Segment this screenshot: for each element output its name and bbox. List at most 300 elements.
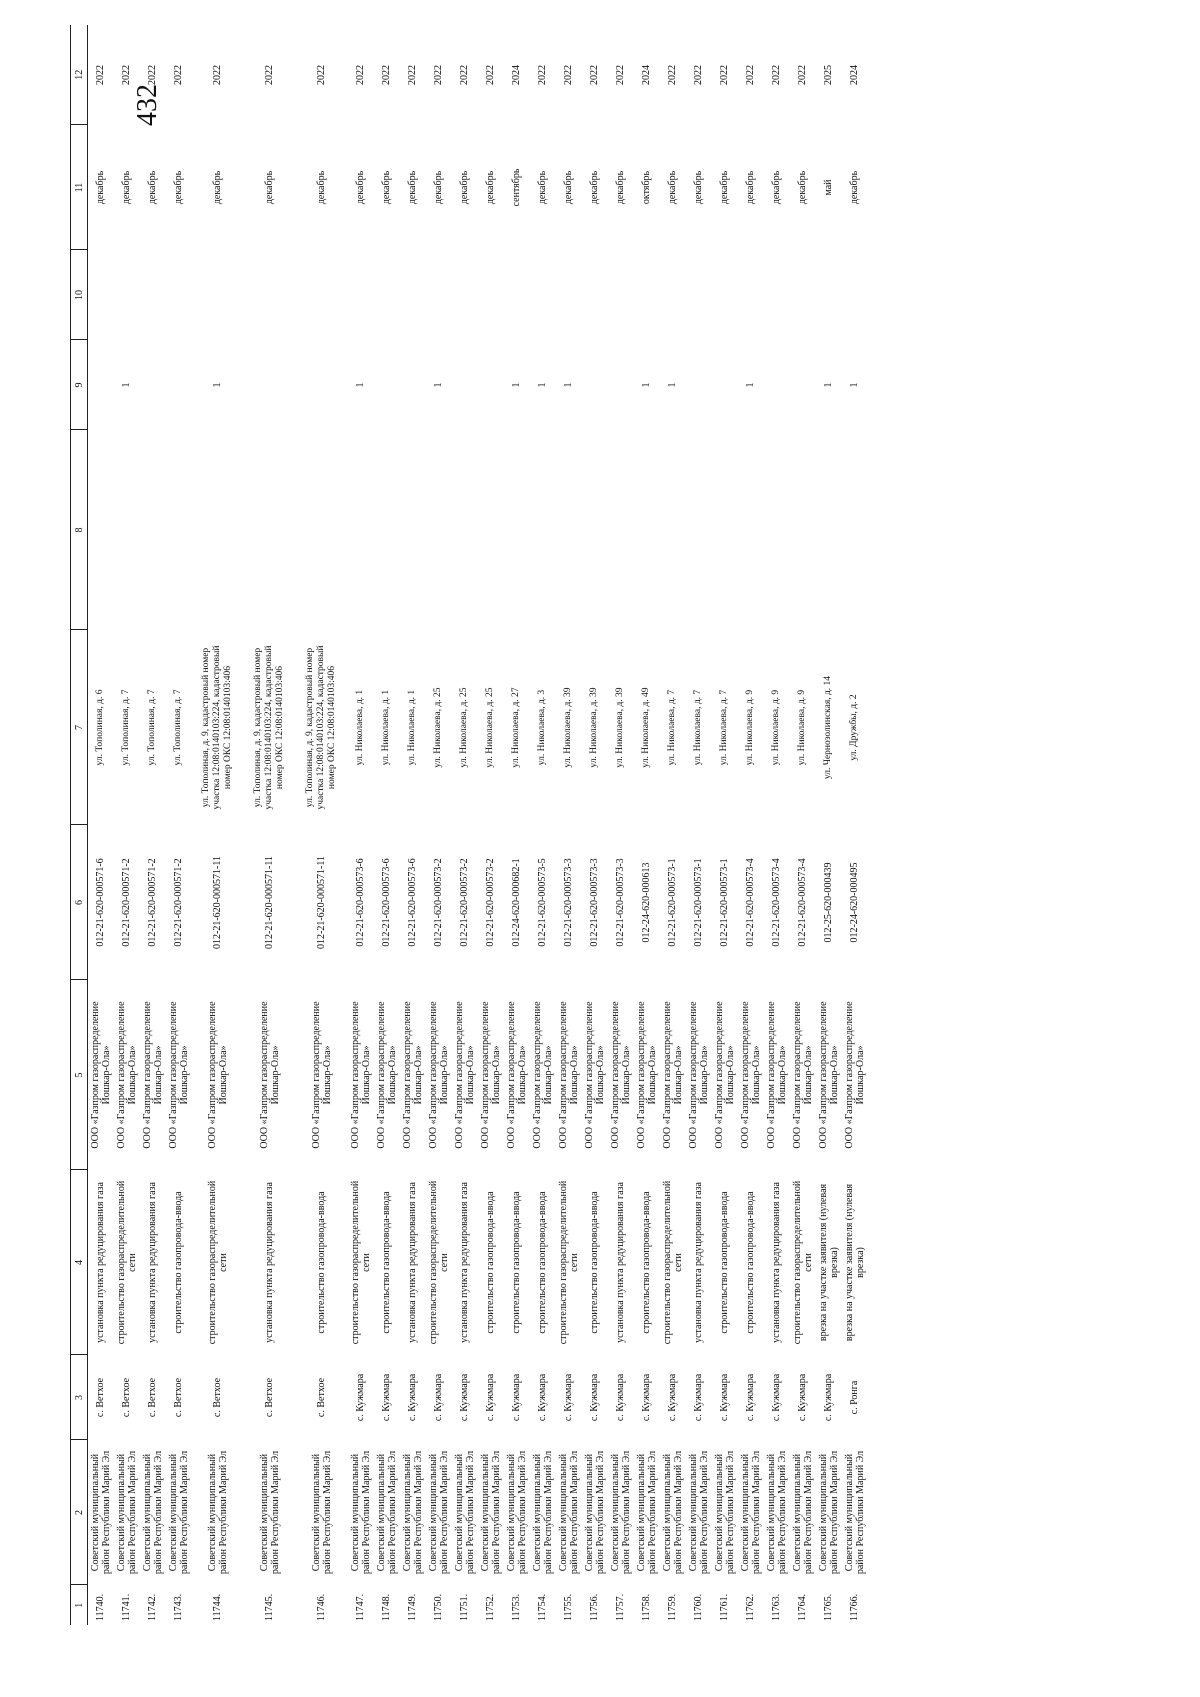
col8-cell — [504, 430, 530, 630]
month-cell: май — [823, 179, 834, 196]
month-cell: декабрь — [719, 170, 730, 205]
application-code-cell: 012-21-620-000573-6 — [407, 858, 418, 947]
year-cell: 2022 — [589, 65, 600, 85]
header-row — [71, 25, 88, 1625]
col9-cell — [88, 340, 114, 430]
work-type-cell: установка пункта редуцирования газа — [407, 1182, 418, 1343]
work-type-cell: строительство газораспределительной сети — [661, 1180, 684, 1345]
organization-cell: ООО «Газпром газораспределение Йошкар-Ола» — [167, 1001, 190, 1149]
address-cell: ул. Тополиная, д. 7 — [147, 689, 157, 766]
organization-cell: ООО «Газпром газораспределение Йошкар-Ола» — [401, 1001, 424, 1149]
application-code-cell: 012-21-620-000573-3 — [615, 858, 626, 947]
month-cell: декабрь — [693, 170, 704, 205]
month-cell: декабрь — [797, 170, 808, 205]
address-cell: ул. Николаева, д. 39 — [615, 687, 625, 768]
rotated-table-container — [70, 25, 1200, 1625]
col8-cell — [842, 430, 868, 630]
settlement-cell: с. Кужмара — [433, 1373, 444, 1422]
municipality-cell: Советский муниципальный район Республики Марий Эл — [609, 1450, 632, 1575]
col9-cell — [478, 340, 504, 430]
table-row — [244, 25, 296, 1625]
work-type-cell: строительство газораспределительной сети — [115, 1180, 138, 1345]
table-row — [582, 25, 608, 1625]
year-cell: 2024 — [511, 65, 522, 85]
table-row — [504, 25, 530, 1625]
table-row — [686, 25, 712, 1625]
column-header: 8 — [71, 430, 88, 630]
month-cell: октябрь — [641, 170, 652, 205]
organization-cell: ООО «Газпром газораспределение Йошкар-Ола» — [531, 1001, 554, 1149]
settlement-cell: с. Ветхое — [264, 1377, 275, 1418]
column-header: 6 — [71, 825, 88, 980]
application-code-cell: 012-25-620-000439 — [823, 862, 834, 943]
table-row — [530, 25, 556, 1625]
row-number: 11748. — [381, 1593, 392, 1621]
col9-cell — [686, 340, 712, 430]
organization-cell: ООО «Газпром газораспределение Йошкар-Ола» — [635, 1001, 658, 1149]
application-code-cell: 012-21-620-000573-2 — [485, 858, 496, 947]
application-code-cell: 012-21-620-000573-3 — [589, 858, 600, 947]
year-cell: 2022 — [433, 65, 444, 85]
year-cell: 2022 — [615, 65, 626, 85]
col8-cell — [348, 430, 374, 630]
col10-cell — [556, 250, 582, 340]
address-cell: ул. Чернозолинская, д. 14 — [823, 675, 833, 780]
month-cell: декабрь — [537, 170, 548, 205]
work-type-cell: строительство газораспределительной сети — [557, 1180, 580, 1345]
col8-cell — [738, 430, 764, 630]
month-cell: декабрь — [433, 170, 444, 205]
year-cell: 2024 — [849, 65, 860, 85]
settlement-cell: с. Кужмара — [511, 1373, 522, 1422]
table-row — [296, 25, 348, 1625]
application-code-cell: 012-24-620-000613 — [641, 862, 652, 943]
work-type-cell: строительство газопровода-ввода — [316, 1191, 327, 1334]
work-type-cell: строительство газопровода-ввода — [537, 1191, 548, 1334]
col8-cell — [686, 430, 712, 630]
address-cell: ул. Тополиная, д. 7 — [121, 689, 131, 766]
table-row — [426, 25, 452, 1625]
organization-cell: ООО «Газпром газораспределение Йошкар-Ола» — [843, 1001, 866, 1149]
col8-cell — [634, 430, 660, 630]
year-cell: 2022 — [693, 65, 704, 85]
column-header: 1 — [71, 1585, 88, 1625]
municipality-cell: Советский муниципальный район Республики Марий Эл — [401, 1450, 424, 1575]
month-cell: декабрь — [95, 170, 107, 205]
year-cell: 2022 — [719, 65, 730, 85]
column-header: 7 — [71, 630, 88, 825]
organization-cell: ООО «Газпром газораспределение Йошкар-Ола» — [479, 1001, 502, 1149]
row-number: 11745. — [264, 1593, 275, 1621]
col10-cell — [816, 250, 842, 340]
year-cell: 2024 — [641, 65, 652, 85]
organization-cell: ООО «Газпром газораспределение Йошкар-Ола» — [375, 1001, 398, 1149]
municipality-cell: Советский муниципальный район Республики Марий Эл — [583, 1450, 606, 1575]
work-type-cell: установка пункта редуцирования газа — [264, 1182, 275, 1343]
col10-cell — [166, 250, 192, 340]
municipality-cell: Советский муниципальный район Республики Марий Эл — [479, 1450, 502, 1575]
address-cell: ул. Николаева, д. 1 — [407, 689, 417, 766]
application-code-cell: 012-21-620-000573-3 — [563, 858, 574, 947]
col9-cell: 1 — [563, 382, 574, 388]
address-cell: ул. Николаева, д. 39 — [563, 687, 573, 768]
organization-cell: ООО «Газпром газораспределение Йошкар-Ола» — [609, 1001, 632, 1149]
col10-cell — [296, 250, 348, 340]
col10-cell — [374, 250, 400, 340]
organization-cell: ООО «Газпром газораспределение Йошкар-Ола» — [258, 1001, 281, 1149]
table-row — [114, 25, 140, 1625]
row-number: 11750. — [433, 1593, 444, 1621]
col9-cell: 1 — [433, 382, 444, 388]
col10-cell — [478, 250, 504, 340]
work-type-cell: установка пункта редуцирования газа — [615, 1182, 626, 1343]
municipality-cell: Советский муниципальный район Республики Марий Эл — [843, 1450, 866, 1575]
settlement-cell: с. Ронга — [849, 1380, 860, 1415]
col8-cell — [426, 430, 452, 630]
settlement-cell: с. Ветхое — [173, 1377, 184, 1418]
col9-cell — [140, 340, 166, 430]
col9-cell — [608, 340, 634, 430]
col8-cell — [296, 430, 348, 630]
col10-cell — [790, 250, 816, 340]
address-cell: ул. Тополиная, д. 6 — [95, 689, 106, 766]
col9-cell: 1 — [641, 382, 652, 388]
address-cell: ул. Николаева, д. 25 — [459, 687, 469, 768]
col9-cell: 1 — [849, 382, 860, 388]
month-cell: декабрь — [407, 170, 418, 205]
row-number: 11756. — [589, 1593, 600, 1621]
address-cell: ул. Тополиная, д. 9, кадастровый номер участка 12:08:0140103:224, кадастровый номер ОКС 12:08:0140103:406 — [253, 645, 285, 810]
year-cell: 2022 — [563, 65, 574, 85]
settlement-cell: с. Кужмара — [459, 1373, 470, 1422]
application-code-cell: 012-21-620-000573-4 — [745, 858, 756, 947]
settlement-cell: с. Кужмара — [355, 1373, 366, 1422]
col10-cell — [348, 250, 374, 340]
table-row — [764, 25, 790, 1625]
col10-cell — [426, 250, 452, 340]
application-code-cell: 012-21-620-000571-11 — [264, 856, 275, 949]
table-row — [140, 25, 166, 1625]
row-number: 11759. — [667, 1593, 678, 1621]
table-row — [348, 25, 374, 1625]
work-type-cell: строительство газопровода-ввода — [381, 1191, 392, 1334]
month-cell: декабрь — [121, 170, 132, 205]
work-type-cell: установка пункта редуцирования газа — [771, 1182, 782, 1343]
table-body — [88, 25, 868, 1625]
row-number: 11765. — [823, 1593, 834, 1621]
municipality-cell: Советский муниципальный район Республики Марий Эл — [167, 1450, 190, 1575]
settlement-cell: с. Кужмара — [745, 1373, 756, 1422]
col8-cell — [166, 430, 192, 630]
month-cell: декабрь — [563, 170, 574, 205]
col9-cell: 1 — [745, 382, 756, 388]
table-row — [634, 25, 660, 1625]
col10-cell — [530, 250, 556, 340]
month-cell: декабрь — [212, 170, 223, 205]
col9-cell: 1 — [667, 382, 678, 388]
address-cell: ул. Тополиная, д. 9, кадастровый номер участка 12:08:0140103:224, кадастровый номер ОКС 12:08:0140103:406 — [201, 645, 233, 810]
year-cell: 2022 — [173, 65, 184, 85]
year-cell: 2022 — [407, 65, 418, 85]
col9-cell — [712, 340, 738, 430]
row-number: 11749. — [407, 1593, 418, 1621]
application-code-cell: 012-24-620-000682-1 — [511, 858, 522, 947]
month-cell: декабрь — [459, 170, 470, 205]
row-number: 11757. — [615, 1593, 626, 1621]
year-cell: 2022 — [121, 65, 132, 85]
address-cell: ул. Николаева, д. 9 — [797, 689, 807, 766]
row-number: 11753. — [511, 1593, 522, 1621]
col9-cell — [166, 340, 192, 430]
row-number: 11762. — [745, 1593, 756, 1621]
settlement-cell: с. Кужмара — [667, 1373, 678, 1422]
col10-cell — [712, 250, 738, 340]
row-number: 11752. — [485, 1593, 496, 1621]
address-cell: ул. Николаева, д. 3 — [537, 689, 547, 766]
municipality-cell: Советский муниципальный район Республики Марий Эл — [505, 1450, 528, 1575]
settlement-cell: с. Кужмара — [407, 1373, 418, 1422]
address-cell: ул. Николаева, д. 1 — [355, 689, 365, 766]
table-row — [478, 25, 504, 1625]
application-code-cell: 012-21-620-000573-2 — [433, 858, 444, 947]
col9-cell — [582, 340, 608, 430]
row-number: 11744. — [212, 1593, 223, 1621]
month-cell: декабрь — [615, 170, 626, 205]
col8-cell — [582, 430, 608, 630]
col8-cell — [660, 430, 686, 630]
work-type-cell: строительство газопровода-ввода — [641, 1191, 652, 1334]
work-type-cell: строительство газопровода-ввода — [719, 1191, 730, 1334]
work-type-cell: строительство газопровода-ввода — [511, 1191, 522, 1334]
work-type-cell: установка пункта редуцирования газа — [693, 1182, 704, 1343]
row-number: 11747. — [355, 1593, 366, 1621]
year-cell: 2022 — [316, 65, 327, 85]
row-number: 11758. — [641, 1593, 652, 1621]
settlement-cell: с. Кужмара — [589, 1373, 600, 1422]
address-cell: ул. Николаева, д. 39 — [589, 687, 599, 768]
application-code-cell: 012-24-620-000495 — [849, 862, 860, 943]
organization-cell: ООО «Газпром газораспределение Йошкар-Ола» — [206, 1001, 229, 1149]
municipality-cell: Советский муниципальный район Республики Марий Эл — [141, 1450, 164, 1575]
year-cell: 2022 — [485, 65, 496, 85]
column-header: 2 — [71, 1440, 88, 1585]
application-code-cell: 012-21-620-000573-1 — [693, 858, 704, 947]
col9-cell: 1 — [212, 382, 223, 388]
table-row — [400, 25, 426, 1625]
month-cell: декабрь — [589, 170, 600, 205]
col8-cell — [530, 430, 556, 630]
col10-cell — [140, 250, 166, 340]
column-header: 3 — [71, 1355, 88, 1440]
table-row — [816, 25, 842, 1625]
address-cell: ул. Николаева, д. 9 — [771, 689, 781, 766]
col10-cell — [738, 250, 764, 340]
table-row — [374, 25, 400, 1625]
year-cell: 2022 — [771, 65, 782, 85]
settlement-cell: с. Ветхое — [212, 1377, 223, 1418]
col10-cell — [192, 250, 244, 340]
address-cell: ул. Дружбы, д. 2 — [849, 694, 859, 761]
municipality-cell: Советский муниципальный район Республики Марий Эл — [375, 1450, 398, 1575]
column-header: 10 — [71, 250, 88, 340]
col8-cell — [374, 430, 400, 630]
col9-cell — [790, 340, 816, 430]
col10-cell — [244, 250, 296, 340]
row-number: 11741. — [121, 1593, 132, 1621]
municipality-cell: Советский муниципальный район Республики Марий Эл — [817, 1450, 840, 1575]
col10-cell — [686, 250, 712, 340]
municipality-cell: Советский муниципальный район Республики Марий Эл — [427, 1450, 450, 1575]
row-number: 11740. — [95, 1593, 107, 1621]
table-row — [842, 25, 868, 1625]
col9-cell: 1 — [511, 382, 522, 388]
year-cell: 2022 — [745, 65, 756, 85]
month-cell: декабрь — [264, 170, 275, 205]
col9-cell — [374, 340, 400, 430]
settlement-cell: с. Кужмара — [485, 1373, 496, 1422]
col9-cell — [452, 340, 478, 430]
row-number: 11743. — [173, 1593, 184, 1621]
work-type-cell: строительство газораспределительной сети — [427, 1180, 450, 1345]
application-code-cell: 012-21-620-000573-4 — [771, 858, 782, 947]
col9-cell: 1 — [823, 382, 834, 388]
month-cell: декабрь — [355, 170, 366, 205]
municipality-cell: Советский муниципальный район Республики Марий Эл — [635, 1450, 658, 1575]
settlement-cell: с. Кужмара — [693, 1373, 704, 1422]
col9-cell — [764, 340, 790, 430]
year-cell: 2022 — [381, 65, 392, 85]
address-cell: ул. Николаева, д. 7 — [719, 689, 729, 766]
col10-cell — [504, 250, 530, 340]
organization-cell: ООО «Газпром газораспределение Йошкар-Ола» — [713, 1001, 736, 1149]
col9-cell — [244, 340, 296, 430]
application-code-cell: 012-21-620-000571-2 — [121, 858, 132, 947]
page-number-text: 432 — [132, 84, 163, 126]
col10-cell — [842, 250, 868, 340]
month-cell: декабрь — [173, 170, 184, 205]
address-cell: ул. Николаева, д. 9 — [745, 689, 755, 766]
col8-cell — [88, 430, 114, 630]
month-cell: сентябрь — [511, 168, 522, 207]
col8-cell — [478, 430, 504, 630]
work-type-cell: строительство газораспределительной сети — [349, 1180, 372, 1345]
row-number: 11755. — [563, 1593, 574, 1621]
col10-cell — [114, 250, 140, 340]
year-cell: 2022 — [95, 65, 107, 85]
municipality-cell: Советский муниципальный район Республики Марий Эл — [739, 1450, 762, 1575]
year-cell: 2022 — [264, 65, 275, 85]
month-cell: декабрь — [745, 170, 756, 205]
address-cell: ул. Николаева, д. 7 — [667, 689, 677, 766]
settlement-cell: с. Кужмара — [537, 1373, 548, 1422]
organization-cell: ООО «Газпром газораспределение Йошкар-Ола» — [505, 1001, 528, 1149]
settlement-cell: с. Ветхое — [121, 1377, 132, 1418]
organization-cell: ООО «Газпром газораспределение Йошкар-Ола» — [557, 1001, 580, 1149]
col8-cell — [452, 430, 478, 630]
address-cell: ул. Тополиная, д. 9, кадастровый номер участка 12:08:0140103:224, кадастровый номер ОКС 12:08:0140103:406 — [305, 645, 337, 810]
month-cell: декабрь — [485, 170, 496, 205]
year-cell: 2022 — [667, 65, 678, 85]
settlement-cell: с. Кужмара — [797, 1373, 808, 1422]
settlement-cell: с. Кужмара — [641, 1373, 652, 1422]
municipality-cell: Советский муниципальный район Республики Марий Эл — [310, 1450, 333, 1575]
year-cell: 2022 — [212, 65, 223, 85]
application-code-cell: 012-21-620-000573-6 — [355, 858, 366, 947]
work-type-cell: строительство газопровода-ввода — [485, 1191, 496, 1334]
col9-cell: 1 — [121, 382, 132, 388]
municipality-cell: Советский муниципальный район Республики Марий Эл — [713, 1450, 736, 1575]
row-number: 11764. — [797, 1593, 808, 1621]
work-type-cell: установка пункта редуцирования газа — [95, 1182, 107, 1343]
organization-cell: ООО «Газпром газораспределение Йошкар-Ола» — [583, 1001, 606, 1149]
settlement-cell: с. Кужмара — [615, 1373, 626, 1422]
application-code-cell: 012-21-620-000573-2 — [459, 858, 470, 947]
row-number: 11742. — [147, 1593, 158, 1621]
row-number: 11766. — [849, 1593, 860, 1621]
column-header: 11 — [71, 125, 88, 250]
organization-cell: ООО «Газпром газораспределение Йошкар-Ола» — [453, 1001, 476, 1149]
col10-cell — [660, 250, 686, 340]
settlement-cell: с. Кужмара — [381, 1373, 392, 1422]
address-cell: ул. Николаева, д. 1 — [381, 689, 391, 766]
address-cell: ул. Тополиная, д. 7 — [173, 689, 183, 766]
month-cell: декабрь — [316, 170, 327, 205]
row-number: 11751. — [459, 1593, 470, 1621]
work-type-cell: установка пункта редуцирования газа — [459, 1182, 470, 1343]
column-header: 5 — [71, 980, 88, 1170]
row-number: 11746. — [316, 1593, 327, 1621]
work-type-cell: установка пункта редуцирования газа — [147, 1182, 158, 1343]
address-cell: ул. Николаева, д. 25 — [433, 687, 443, 768]
col8-cell — [712, 430, 738, 630]
organization-cell: ООО «Газпром газораспределение Йошкар-Ола» — [661, 1001, 684, 1149]
col9-cell — [296, 340, 348, 430]
municipality-cell: Советский муниципальный район Республики Марий Эл — [349, 1450, 372, 1575]
column-header: 9 — [71, 340, 88, 430]
settlement-cell: с. Ветхое — [95, 1377, 107, 1418]
organization-cell: ООО «Газпром газораспределение Йошкар-Ола» — [791, 1001, 814, 1149]
work-type-cell: строительство газораспределительной сети — [791, 1180, 814, 1345]
month-cell: декабрь — [147, 170, 158, 205]
col9-cell — [400, 340, 426, 430]
organization-cell: ООО «Газпром газораспределение Йошкар-Ола» — [89, 1001, 112, 1149]
table-row — [556, 25, 582, 1625]
row-number: 11763. — [771, 1593, 782, 1621]
col9-cell: 1 — [537, 382, 548, 388]
work-type-cell: врезка на участке заявителя (нулевая врезка) — [843, 1183, 866, 1342]
year-cell: 2022 — [537, 65, 548, 85]
municipality-cell: Советский муниципальный район Республики Марий Эл — [89, 1450, 112, 1575]
table-row — [790, 25, 816, 1625]
settlement-cell: с. Кужмара — [563, 1373, 574, 1422]
year-cell: 2022 — [355, 65, 366, 85]
row-number: 11761. — [719, 1593, 730, 1621]
application-code-cell: 012-21-620-000571-2 — [173, 858, 184, 947]
year-cell: 2022 — [797, 65, 808, 85]
application-code-cell: 012-21-620-000573-6 — [381, 858, 392, 947]
table-row — [660, 25, 686, 1625]
col8-cell — [556, 430, 582, 630]
work-type-cell: строительство газораспределительной сети — [206, 1180, 229, 1345]
organization-cell: ООО «Газпром газораспределение Йошкар-Ола» — [310, 1001, 333, 1149]
address-cell: ул. Николаева, д. 49 — [641, 687, 651, 768]
organization-cell: ООО «Газпром газораспределение Йошкар-Ола» — [687, 1001, 710, 1149]
col8-cell — [790, 430, 816, 630]
col8-cell — [400, 430, 426, 630]
application-code-cell: 012-21-620-000573-1 — [719, 858, 730, 947]
municipality-cell: Советский муниципальный район Республики Марий Эл — [765, 1450, 788, 1575]
municipality-cell: Советский муниципальный район Республики Марий Эл — [791, 1450, 814, 1575]
